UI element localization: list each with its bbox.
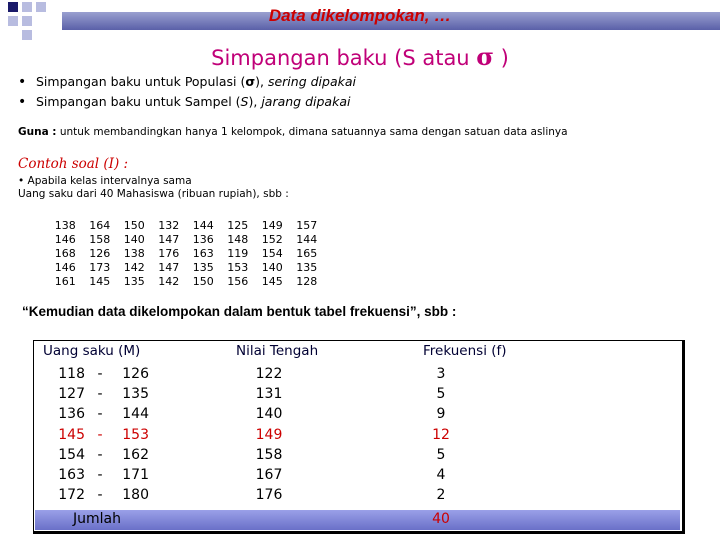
- interval-hi: 180: [122, 487, 149, 504]
- bullet-icon: •: [18, 94, 27, 110]
- raw-data-value: 136: [192, 233, 214, 246]
- raw-data-value: 148: [227, 233, 249, 246]
- guna-text: Guna : untuk membandingkan hanya 1 kelompok, dimana satuannya sama dengan satuan data aslinya: [18, 126, 568, 138]
- frekuensi-value: 2: [436, 487, 446, 504]
- nilai-tengah-value: 140: [255, 406, 283, 423]
- table-footer-bar: [35, 510, 680, 530]
- interval-sep: -: [97, 467, 103, 484]
- raw-data-value: 140: [123, 233, 145, 246]
- nilai-tengah-value: 158: [255, 446, 283, 463]
- interval-lo: 154: [58, 446, 85, 463]
- raw-data-value: 152: [261, 233, 283, 246]
- raw-data-value: 149: [261, 219, 283, 232]
- nilai-tengah-column: [241, 364, 297, 505]
- header-title: Data dikelompokan, …: [268, 6, 452, 25]
- raw-data-value: 144: [192, 219, 214, 232]
- raw-data-value: 132: [158, 219, 180, 232]
- interval-hi: 162: [122, 446, 149, 463]
- example-note: • Apabila kelas intervalnya sama Uang saku dari 40 Mahasiswa (ribuan rupiah), sbb :: [18, 175, 289, 200]
- interval-hi: 153: [122, 426, 149, 443]
- raw-data-value: 165: [296, 247, 318, 260]
- raw-data-value: 142: [123, 261, 145, 274]
- raw-data-value: 157: [296, 219, 318, 232]
- raw-data-value: 119: [227, 247, 249, 260]
- raw-data-value: 138: [54, 219, 76, 232]
- interval-hi: 171: [122, 467, 149, 484]
- frekuensi-value: 9: [436, 406, 446, 423]
- raw-data-value: 147: [158, 261, 180, 274]
- raw-data-value: 145: [261, 275, 283, 288]
- raw-data-value: 168: [54, 247, 76, 260]
- table-row: [51, 384, 149, 404]
- raw-data-column: [221, 219, 256, 289]
- raw-data-value: 176: [158, 247, 180, 260]
- frequency-table: [33, 340, 688, 535]
- raw-data-column: [255, 219, 290, 289]
- raw-data-column: [290, 219, 325, 289]
- bullet-icon: •: [18, 74, 27, 90]
- raw-data-value: 150: [123, 219, 145, 232]
- table-row: [51, 364, 149, 384]
- raw-data-value: 156: [227, 275, 249, 288]
- raw-data-column: [83, 219, 118, 289]
- frekuensi-value: 12: [432, 426, 450, 443]
- nilai-tengah-value: 131: [255, 386, 283, 403]
- uang-saku-column: [51, 364, 149, 505]
- raw-data-value: 163: [192, 247, 214, 260]
- raw-data-grid: [48, 219, 324, 289]
- jumlah-label: Jumlah: [73, 511, 121, 527]
- table-row: [51, 425, 149, 445]
- table-row: [51, 445, 149, 465]
- raw-data-value: 161: [54, 275, 76, 288]
- header-uang-saku: Uang saku (M): [43, 343, 141, 359]
- page-title: [0, 42, 720, 71]
- interval-lo: 118: [58, 366, 85, 382]
- raw-data-column: [152, 219, 187, 289]
- nilai-tengah-value: 122: [255, 366, 283, 382]
- raw-data-value: 173: [89, 261, 111, 274]
- frekuensi-column: [413, 364, 469, 505]
- raw-data-column: [117, 219, 152, 289]
- interval-sep: -: [97, 366, 103, 382]
- bullet-item: • Simpangan baku untuk Sampel (S), jarang dipakai: [18, 94, 351, 110]
- interval-sep: -: [97, 386, 103, 403]
- bullet-item: • Simpangan baku untuk Populasi (σ), sering dipakai: [18, 74, 356, 90]
- page-title-close: ): [494, 46, 509, 70]
- example-title: Contoh soal (I) :: [18, 156, 129, 172]
- raw-data-value: 146: [54, 261, 76, 274]
- raw-data-value: 138: [123, 247, 145, 260]
- raw-data-value: 125: [227, 219, 249, 232]
- raw-data-value: 164: [89, 219, 111, 232]
- frekuensi-value: 5: [436, 386, 446, 403]
- raw-data-value: 154: [261, 247, 283, 260]
- header-frekuensi: Frekuensi (f): [423, 343, 507, 359]
- raw-data-value: 140: [261, 261, 283, 274]
- raw-data-value: 145: [89, 275, 111, 288]
- nilai-tengah-value: 149: [255, 426, 283, 443]
- interval-lo: 163: [58, 467, 85, 484]
- interval-sep: -: [97, 487, 103, 504]
- raw-data-value: 142: [158, 275, 180, 288]
- frekuensi-value: 5: [436, 446, 446, 463]
- raw-data-value: 144: [296, 233, 318, 246]
- interval-sep: -: [97, 446, 103, 463]
- jumlah-total: 40: [432, 511, 450, 527]
- interval-lo: 145: [58, 426, 85, 443]
- interval-sep: -: [97, 426, 103, 443]
- raw-data-column: [186, 219, 221, 289]
- table-row: [51, 465, 149, 485]
- raw-data-value: 153: [227, 261, 249, 274]
- raw-data-value: 150: [192, 275, 214, 288]
- frekuensi-value: 4: [436, 467, 446, 484]
- interval-lo: 127: [58, 386, 85, 403]
- raw-data-value: 126: [89, 247, 111, 260]
- raw-data-value: 128: [296, 275, 318, 288]
- frekuensi-value: 3: [436, 366, 446, 382]
- raw-data-value: 135: [123, 275, 145, 288]
- nilai-tengah-value: 176: [255, 487, 283, 504]
- interval-hi: 135: [122, 386, 149, 403]
- raw-data-value: 147: [158, 233, 180, 246]
- raw-data-column: [48, 219, 83, 289]
- bullet-list: [18, 72, 356, 112]
- interval-lo: 136: [58, 406, 85, 423]
- interval-hi: 144: [122, 406, 149, 423]
- interval-sep: -: [97, 406, 103, 423]
- raw-data-value: 135: [192, 261, 214, 274]
- nilai-tengah-value: 167: [255, 467, 283, 484]
- raw-data-value: 146: [54, 233, 76, 246]
- raw-data-value: 135: [296, 261, 318, 274]
- table-row: [51, 485, 149, 505]
- sigma-symbol: σ: [476, 42, 494, 71]
- interval-lo: 172: [58, 487, 85, 504]
- header-nilai-tengah: Nilai Tengah: [236, 343, 319, 359]
- table-row: [51, 404, 149, 424]
- interval-hi: 126: [122, 366, 149, 382]
- table-intro: “Kemudian data dikelompokan dalam bentuk tabel frekuensi”, sbb :: [22, 304, 457, 319]
- page-title-text: Simpangan baku (S atau: [211, 46, 477, 70]
- raw-data-value: 158: [89, 233, 111, 246]
